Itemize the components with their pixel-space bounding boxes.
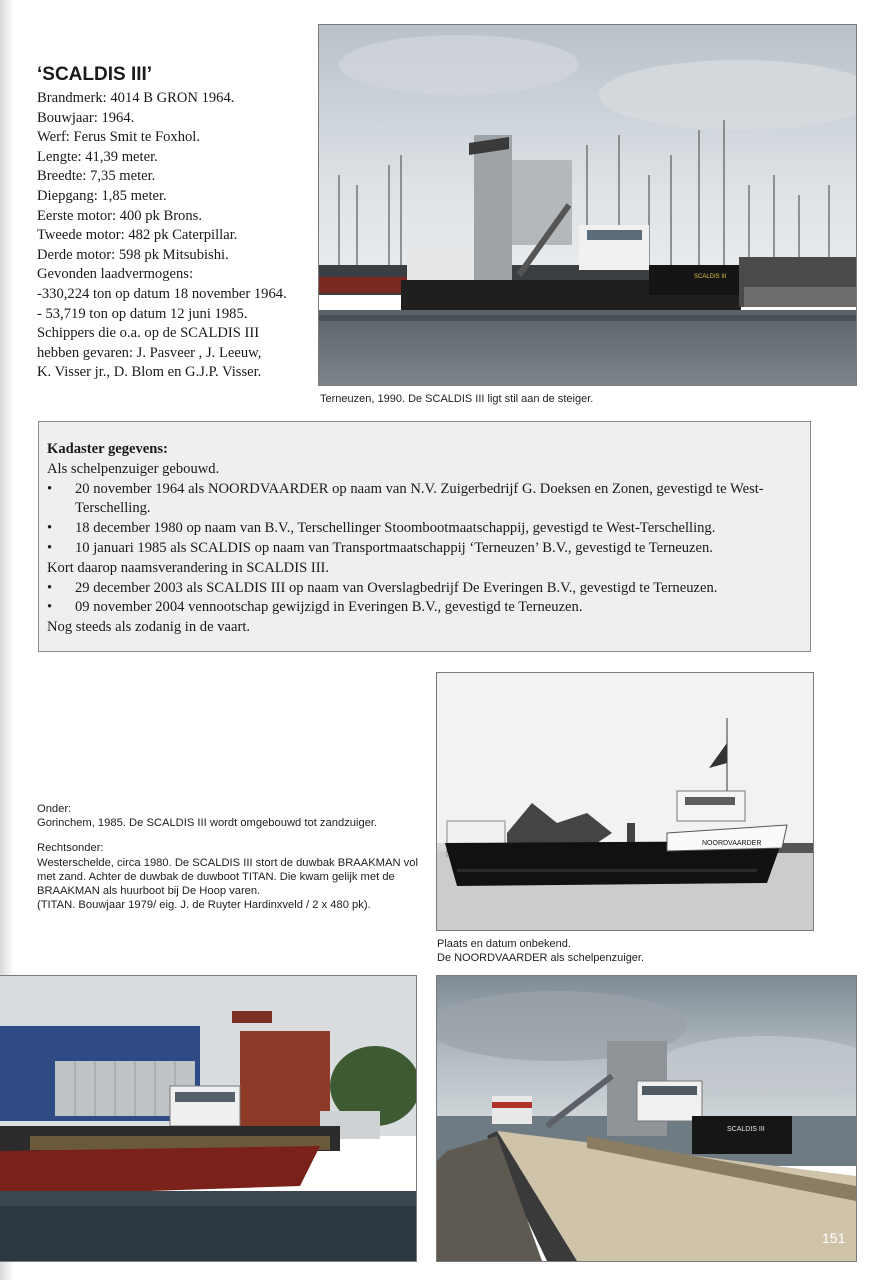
kadaster-item: • 20 november 1964 als NOORDVAARDER op naam van N.V. Zuigerbedrijf G. Doeksen en Zonen, gevestigd te West-Terschelling. [47, 480, 764, 517]
photo-caption: Terneuzen, 1990. De SCALDIS III ligt stil aan de steiger. [320, 393, 594, 405]
caption-text: Gorinchem, 1985. De SCALDIS III wordt omgebouwd tot zandzuiger. [37, 817, 378, 830]
spec-line: Bouwjaar: 1964. [37, 109, 135, 126]
bullet-icon: • [47, 599, 53, 616]
kadaster-list [47, 579, 802, 619]
spec-line: Eerste motor: 400 pk Brons. [37, 207, 202, 224]
spec-line: Derde motor: 598 pk Mitsubishi. [37, 246, 229, 263]
bullet-icon: • [47, 539, 53, 556]
photo-caption: Plaats en datum onbekend. De NOORDVAARDER als schelpenzuiger. [437, 938, 645, 964]
page-title: ‘SCALDIS III’ [37, 64, 153, 85]
ship-specs [37, 89, 312, 383]
lower-photos-caption [37, 802, 422, 912]
spec-line: -330,224 ton op datum 18 november 1964. [37, 285, 287, 302]
kadaster-item: • 10 januari 1985 als SCALDIS op naam van Transportmaatschappij ‘Terneuzen’ B.V., gevestigd te Terneuzen. [47, 539, 802, 559]
spec-line: Lengte: 41,39 meter. [37, 148, 158, 165]
page-number: 151 [822, 1230, 846, 1246]
kadaster-item: • 18 december 1980 op naam van B.V., Terschellinger Stoombootmaatschappij, gevestigd te West-Terschelling. [47, 519, 802, 539]
spec-line: hebben gevaren: J. Pasveer , J. Leeuw, [37, 344, 262, 361]
kadaster-list [47, 480, 802, 559]
kadaster-heading: Kadaster gegevens: [47, 441, 168, 457]
bullet-icon: • [47, 480, 53, 497]
kadaster-item: • 29 december 2003 als SCALDIS III op naam van Overslagbedrijf De Everingen B.V., gevestigd te Terneuzen. [47, 579, 802, 599]
caption-label: Rechtsonder: [37, 842, 104, 855]
hull-lettering: SCALDIS III [694, 274, 727, 280]
spec-line: - 53,719 ton op datum 12 juni 1985. [37, 305, 248, 322]
kadaster-closing: Nog steeds als zodanig in de vaart. [47, 619, 251, 636]
caption-note: (TITAN. Bouwjaar 1979/ eig. J. de Ruyter Hardinxveld / 2 x 480 pk). [37, 899, 371, 912]
hull-lettering: NOORDVAARDER [702, 840, 762, 847]
spec-line: Tweede motor: 482 pk Caterpillar. [37, 227, 238, 244]
kadaster-note: Kort daarop naamsverandering in SCALDIS III. [47, 559, 330, 576]
photo-noordvaarder [436, 672, 814, 931]
hull-lettering: SCALDIS III [727, 1126, 765, 1133]
spec-line: Werf: Ferus Smit te Foxhol. [37, 129, 200, 146]
kadaster-intro: Als schelpenzuiger gebouwd. [47, 460, 220, 477]
kadaster-box [38, 421, 811, 652]
photo-terneuzen-1990 [318, 24, 857, 386]
spec-line: K. Visser jr., D. Blom en G.J.P. Visser. [37, 364, 262, 381]
photo-westerschelde-1980 [436, 975, 857, 1262]
spec-line: Diepgang: 1,85 meter. [37, 187, 167, 204]
spec-line: Gevonden laadvermogens: [37, 266, 194, 283]
kadaster-item: • 09 november 2004 vennootschap gewijzigd in Everingen B.V., gevestigd te Terneuzen. [47, 598, 802, 618]
caption-label: Onder: [37, 803, 72, 815]
spec-line: Breedte: 7,35 meter. [37, 168, 156, 185]
spec-line: Schippers die o.a. op de SCALDIS III [37, 325, 260, 342]
spec-line: Brandmerk: 4014 B GRON 1964. [37, 90, 235, 106]
photo-gorinchem-1985 [0, 975, 417, 1262]
caption-text: Westerschelde, circa 1980. De SCALDIS III stort de duwbak BRAAKMAN vol met zand. Achter de duwbak de duwboot TITAN. Die kwam gelijk met de BRAAKMAN als huurboot bij De Hoop varen. [37, 856, 418, 898]
bullet-icon: • [47, 579, 53, 596]
bullet-icon: • [47, 520, 53, 537]
